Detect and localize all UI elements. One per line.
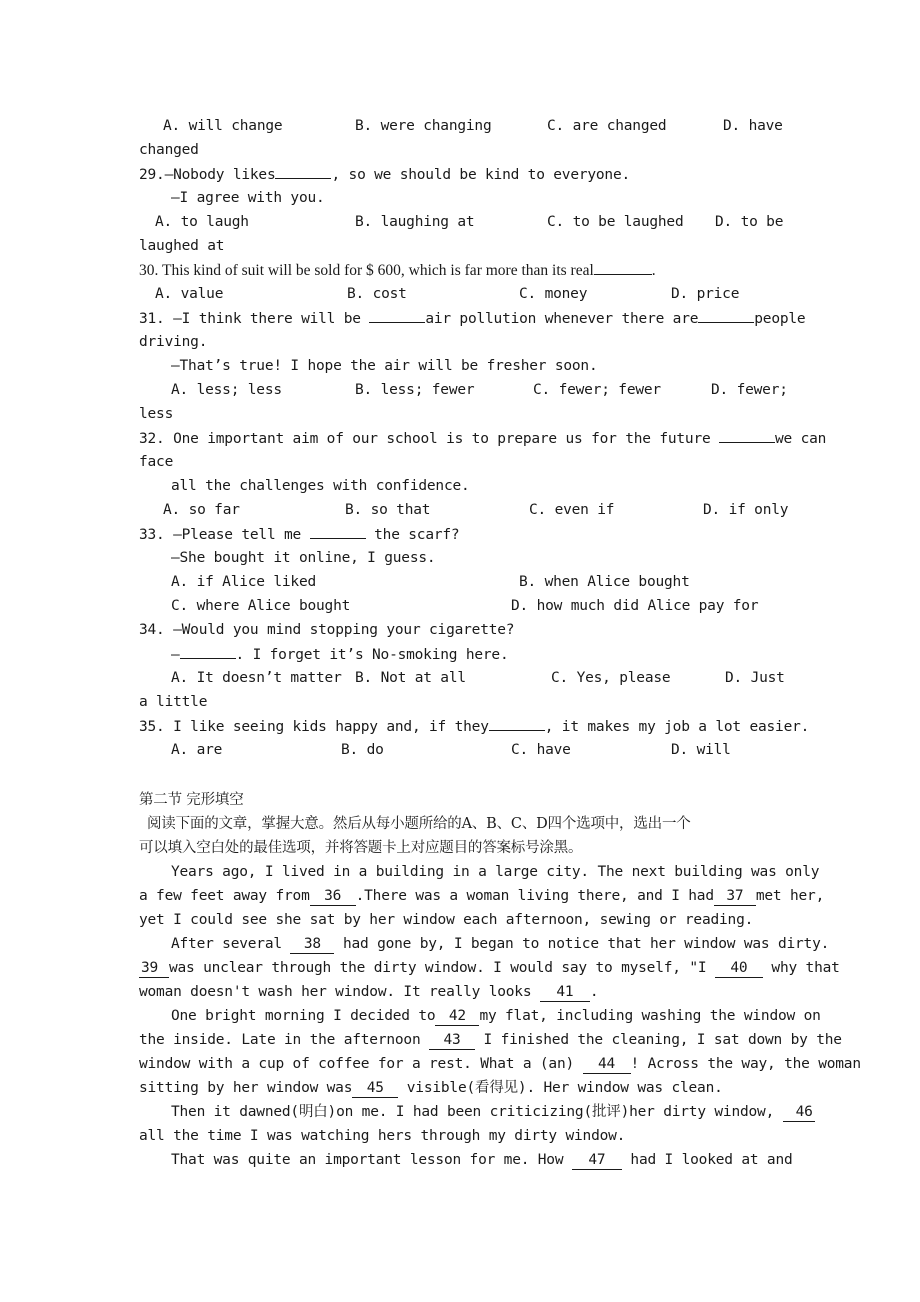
passage-line-1: Years ago, I lived in a building in a large city. The next building was only bbox=[171, 864, 820, 880]
q29-option-a: A. to laugh bbox=[155, 214, 249, 230]
q35-option-c: C. have bbox=[511, 742, 571, 758]
q31-option-a: A. less; less bbox=[171, 382, 282, 398]
q33-option-c: C. where Alice bought bbox=[171, 598, 351, 614]
q32-question: 32. One important aim of our school is to prepare us for the future we can bbox=[139, 426, 789, 450]
q32-option-b: B. so that bbox=[345, 502, 431, 518]
q35-number: 35. bbox=[139, 719, 165, 735]
passage-line-11: Then it dawned(明白)on me. I had been criticizing(批评)her dirty window, 46 bbox=[171, 1104, 813, 1120]
q31-reply: —That’s true! I hope the air will be fresher soon. bbox=[171, 358, 598, 374]
blank-36: 36 bbox=[310, 887, 356, 906]
blank-45: 45 bbox=[352, 1079, 398, 1098]
q29-option-d: D. to be bbox=[715, 214, 784, 230]
q35-options bbox=[139, 738, 789, 762]
q33-question: 33. —Please tell me the scarf? bbox=[139, 522, 789, 546]
passage-line-6: woman doesn't wash her window. It really looks 41 . bbox=[139, 984, 599, 1000]
passage-line-9: window with a cup of coffee for a rest. What a (an) 44 ! Across the way, the woman bbox=[139, 1056, 861, 1072]
passage-line-3: yet I could see she sat by her window each afternoon, sewing or reading. bbox=[139, 912, 754, 928]
passage-line-4: After several 38 had gone by, I began to notice that her window was dirty. bbox=[171, 936, 830, 952]
blank-37: 37 bbox=[714, 887, 756, 906]
q30-question: 30. This kind of suit will be sold for $ 600, which is far more than its real . bbox=[139, 258, 789, 282]
passage-line-13: That was quite an important lesson for me. How 47 had I looked at and bbox=[171, 1152, 793, 1168]
q33-options-row1 bbox=[139, 570, 789, 594]
q28-options bbox=[139, 114, 789, 138]
q35-question: 35. I like seeing kids happy and, if they , it makes my job a lot easier. bbox=[139, 714, 789, 738]
q35-option-b: B. do bbox=[341, 742, 384, 758]
blank-46: 46 bbox=[783, 1103, 815, 1122]
q32-option-d: D. if only bbox=[703, 502, 789, 518]
q32-question-cont: face bbox=[139, 454, 174, 470]
q32-option-c: C. even if bbox=[529, 502, 615, 518]
q31-blank-2 bbox=[698, 306, 754, 323]
q28-option-d-cont: changed bbox=[139, 142, 199, 158]
q35-option-d: D. will bbox=[671, 742, 731, 758]
q32-options bbox=[139, 498, 789, 522]
passage-line-12: all the time I was watching hers through my dirty window. bbox=[139, 1128, 626, 1144]
section-title: 第二节 完形填空 bbox=[139, 792, 244, 808]
q34-reply: — . I forget it’s No-smoking here. bbox=[139, 642, 789, 666]
q31-options bbox=[139, 378, 789, 402]
q29-question: 29.—Nobody likes , so we should be kind to everyone. bbox=[139, 162, 789, 186]
q30-option-a: A. value bbox=[155, 286, 224, 302]
q34-options bbox=[139, 666, 789, 690]
section-instruction-1: 阅读下面的文章，掌握大意。然后从每小题所给的A、B、C、D四个选项中，选出一个 bbox=[147, 816, 691, 832]
q31-option-c: C. fewer; fewer bbox=[533, 382, 661, 398]
q34-question: 34. —Would you mind stopping your cigarette? bbox=[139, 622, 515, 638]
q32-option-a: A. so far bbox=[163, 502, 240, 518]
q34-option-c: C. Yes, please bbox=[551, 670, 671, 686]
q28-option-a: A. will change bbox=[163, 118, 283, 134]
q29-option-c: C. to be laughed bbox=[547, 214, 684, 230]
q31-option-d-cont: less bbox=[139, 406, 174, 422]
q33-option-b: B. when Alice bought bbox=[519, 574, 690, 590]
q29-options bbox=[139, 210, 789, 234]
q30-number: 30. bbox=[139, 262, 159, 279]
q33-blank bbox=[310, 522, 366, 539]
q32-blank bbox=[719, 426, 775, 443]
q30-option-d: D. price bbox=[671, 286, 740, 302]
q30-option-c: C. money bbox=[519, 286, 588, 302]
q31-option-d: D. fewer; bbox=[711, 382, 788, 398]
blank-44: 44 bbox=[583, 1055, 631, 1074]
q33-options-row2 bbox=[139, 594, 789, 618]
blank-40: 40 bbox=[715, 959, 763, 978]
blank-39: 39 bbox=[139, 959, 169, 978]
q34-number: 34. bbox=[139, 622, 165, 638]
q34-option-a: A. It doesn’t matter bbox=[171, 670, 342, 686]
q29-number: 29. bbox=[139, 167, 165, 183]
q34-option-b: B. Not at all bbox=[355, 670, 466, 686]
q29-option-d-cont: laughed at bbox=[139, 238, 225, 254]
passage-line-10: sitting by her window was 45 visible(看得见). Her window was clean. bbox=[139, 1080, 723, 1096]
blank-43: 43 bbox=[429, 1031, 475, 1050]
blank-42: 42 bbox=[435, 1007, 479, 1026]
q29-blank bbox=[275, 162, 331, 179]
q30-option-b: B. cost bbox=[347, 286, 407, 302]
q34-option-d: D. Just bbox=[725, 670, 785, 686]
q34-blank bbox=[180, 642, 236, 659]
q30-options bbox=[139, 282, 789, 306]
q33-reply: —She bought it online, I guess. bbox=[171, 550, 436, 566]
q33-option-a: A. if Alice liked bbox=[171, 574, 317, 590]
passage-line-7: One bright morning I decided to 42 my flat, including washing the window on bbox=[171, 1008, 821, 1024]
passage-line-8: the inside. Late in the afternoon 43 I finished the cleaning, I sat down by the bbox=[139, 1032, 842, 1048]
q33-number: 33. bbox=[139, 527, 165, 543]
blank-38: 38 bbox=[290, 935, 334, 954]
q29-option-b: B. laughing at bbox=[355, 214, 475, 230]
q35-blank bbox=[489, 714, 545, 731]
q31-blank-1 bbox=[369, 306, 425, 323]
q35-option-a: A. are bbox=[171, 742, 223, 758]
section-instruction-2: 可以填入空白处的最佳选项，并将答题卡上对应题目的答案标号涂黑。 bbox=[139, 840, 583, 856]
q32-question-cont2: all the challenges with confidence. bbox=[171, 478, 470, 494]
q34-option-d-cont: a little bbox=[139, 694, 208, 710]
blank-47: 47 bbox=[572, 1151, 622, 1170]
passage-line-5: 39 was unclear through the dirty window. I would say to myself, "I 40 why that bbox=[141, 960, 840, 976]
q32-number: 32. bbox=[139, 431, 165, 447]
q31-number: 31. bbox=[139, 311, 165, 327]
q28-option-c: C. are changed bbox=[547, 118, 667, 134]
q31-question: 31. —I think there will be air pollution whenever there are people bbox=[139, 306, 789, 330]
q30-blank bbox=[594, 258, 652, 275]
passage-line-2: a few feet away from 36 .There was a woman living there, and I had 37 met her, bbox=[139, 888, 825, 904]
blank-41: 41 bbox=[540, 983, 590, 1002]
q28-option-b: B. were changing bbox=[355, 118, 492, 134]
q33-option-d: D. how much did Alice pay for bbox=[511, 598, 759, 614]
q28-option-d: D. have bbox=[723, 118, 783, 134]
q29-reply: —I agree with you. bbox=[171, 190, 325, 206]
q31-question-cont: driving. bbox=[139, 334, 208, 350]
q31-option-b: B. less; fewer bbox=[355, 382, 475, 398]
